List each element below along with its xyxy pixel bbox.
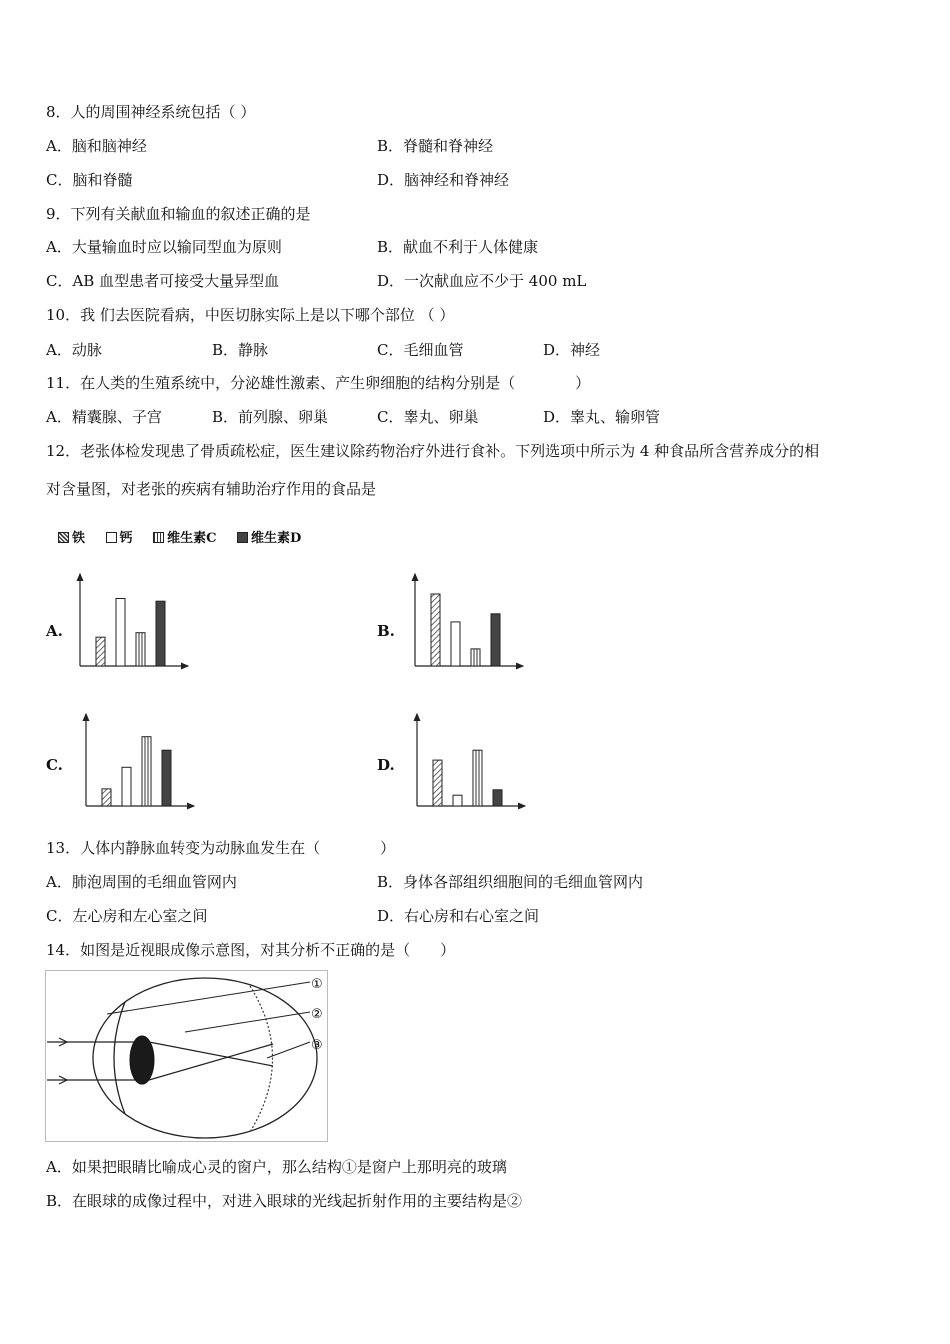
q8-option-b: B．脊髓和脊神经 <box>377 137 494 155</box>
chart-d-bar-vitamin-c <box>473 750 482 806</box>
myopia-eye-diagram <box>45 970 329 1143</box>
lens <box>130 1036 154 1084</box>
chart-d-bar-iron <box>433 760 442 806</box>
q9-option-b: B．献血不利于人体健康 <box>377 238 539 256</box>
q8-stem: 8．人的周围神经系统包括（ ） <box>46 103 256 121</box>
q10-stem: 10．我 们去医院看病，中医切脉实际上是以下哪个部位 （ ） <box>46 306 455 324</box>
legend-vitamin-c-swatch <box>153 532 164 543</box>
chart-b-bar-calcium <box>451 622 460 666</box>
chart-c-label[interactable]: C. <box>46 756 63 774</box>
q13-option-c: C．左心房和左心室之间 <box>46 907 208 925</box>
q9-stem: 9．下列有关献血和输血的叙述正确的是 <box>46 205 311 223</box>
q11-stem: 11．在人类的生殖系统中，分泌雄性激素、产生卵细胞的结构分别是（ ） <box>46 374 591 392</box>
q9-option-c: C．AB 血型患者可接受大量异型血 <box>46 272 280 290</box>
chart-b <box>407 570 527 672</box>
legend-vitamin-d-label: 维生素D <box>250 531 302 546</box>
chart-legend <box>58 527 317 546</box>
pointer-line-2 <box>185 1012 310 1032</box>
chart-c-bar-iron <box>102 789 111 806</box>
chart-a-bar-iron <box>96 637 105 666</box>
chart-a-bar-vitamin-c <box>136 633 145 666</box>
q13-option-d: D．右心房和右心室之间 <box>377 907 540 925</box>
q14-option-a: A．如果把眼睛比喻成心灵的窗户，那么结构①是窗户上那明亮的玻璃 <box>46 1158 507 1176</box>
cornea <box>114 1002 125 1114</box>
chart-b-bar-iron <box>431 594 440 666</box>
chart-a-label[interactable]: A. <box>46 622 63 640</box>
q10-option-b: B．静脉 <box>212 341 269 359</box>
q8-option-a: A．脑和脑神经 <box>46 137 147 155</box>
q10-option-a: A．动脉 <box>46 341 102 359</box>
chart-b-bar-vitamin-c <box>471 649 480 666</box>
diagram-frame <box>46 971 328 1142</box>
mark-2: ② <box>311 1007 323 1022</box>
q10-option-d: D．神经 <box>543 341 601 359</box>
q8-option-d: D．脑神经和脊神经 <box>377 171 510 189</box>
legend-iron-swatch <box>58 532 69 543</box>
mark-1: ① <box>311 977 323 992</box>
q11-option-a: A．精囊腺、子宫 <box>46 408 162 426</box>
legend-vitamin-d <box>237 531 301 546</box>
q13-stem: 13．人体内静脉血转变为动脉血发生在（ ） <box>46 839 396 857</box>
q13-option-b: B．身体各部组织细胞间的毛细血管网内 <box>377 873 644 891</box>
chart-c-bar-vitamin-c <box>142 737 151 806</box>
q8-option-c: C．脑和脊髓 <box>46 171 133 189</box>
chart-d-bar-vitamin-d <box>493 790 502 806</box>
chart-a-bar-calcium <box>116 599 125 667</box>
chart-a <box>72 570 192 672</box>
pointer-line-3 <box>267 1042 310 1058</box>
chart-b-bar-vitamin-d <box>491 614 500 666</box>
q11-option-b: B．前列腺、卵巢 <box>212 408 329 426</box>
q14-stem: 14．如图是近视眼成像示意图，对其分析不正确的是（ ） <box>46 941 456 959</box>
chart-d-bar-calcium <box>453 795 462 806</box>
retina <box>250 986 273 1132</box>
chart-a-bar-vitamin-d <box>156 601 165 666</box>
q12-stem-line1: 12．老张体检发现患了骨质疏松症，医生建议除药物治疗外进行食补。下列选项中所示为 4 种食品所含营养成分的相 <box>46 442 820 460</box>
legend-vitamin-c <box>153 531 216 546</box>
q13-option-a: A．肺泡周围的毛细血管网内 <box>46 873 237 891</box>
q10-option-c: C．毛细血管 <box>377 341 464 359</box>
chart-c <box>78 710 198 812</box>
chart-c-bar-calcium <box>122 767 131 806</box>
chart-d-label[interactable]: D. <box>377 756 395 774</box>
q9-option-d: D．一次献血应不少于 400 mL <box>377 272 587 290</box>
legend-calcium <box>106 531 133 546</box>
q11-option-d: D．睾丸、输卵管 <box>543 408 661 426</box>
legend-calcium-swatch <box>106 532 117 543</box>
mark-3: ③ <box>311 1038 323 1053</box>
q14-option-b: B．在眼球的成像过程中，对进入眼球的光线起折射作用的主要结构是② <box>46 1192 523 1210</box>
legend-iron <box>58 531 85 546</box>
q12-stem-line2: 对含量图，对老张的疾病有辅助治疗作用的食品是 <box>46 480 377 498</box>
chart-c-bar-vitamin-d <box>162 750 171 806</box>
chart-d <box>409 710 529 812</box>
legend-calcium-label: 钙 <box>119 531 133 546</box>
q11-option-c: C．睾丸、卵巢 <box>377 408 479 426</box>
legend-vitamin-d-swatch <box>237 532 248 543</box>
legend-iron-label: 铁 <box>72 531 86 546</box>
chart-b-label[interactable]: B. <box>377 622 395 640</box>
legend-vitamin-c-label: 维生素C <box>167 531 217 546</box>
q9-option-a: A．大量输血时应以输同型血为原则 <box>46 238 282 256</box>
eyeball-outline <box>93 978 317 1138</box>
